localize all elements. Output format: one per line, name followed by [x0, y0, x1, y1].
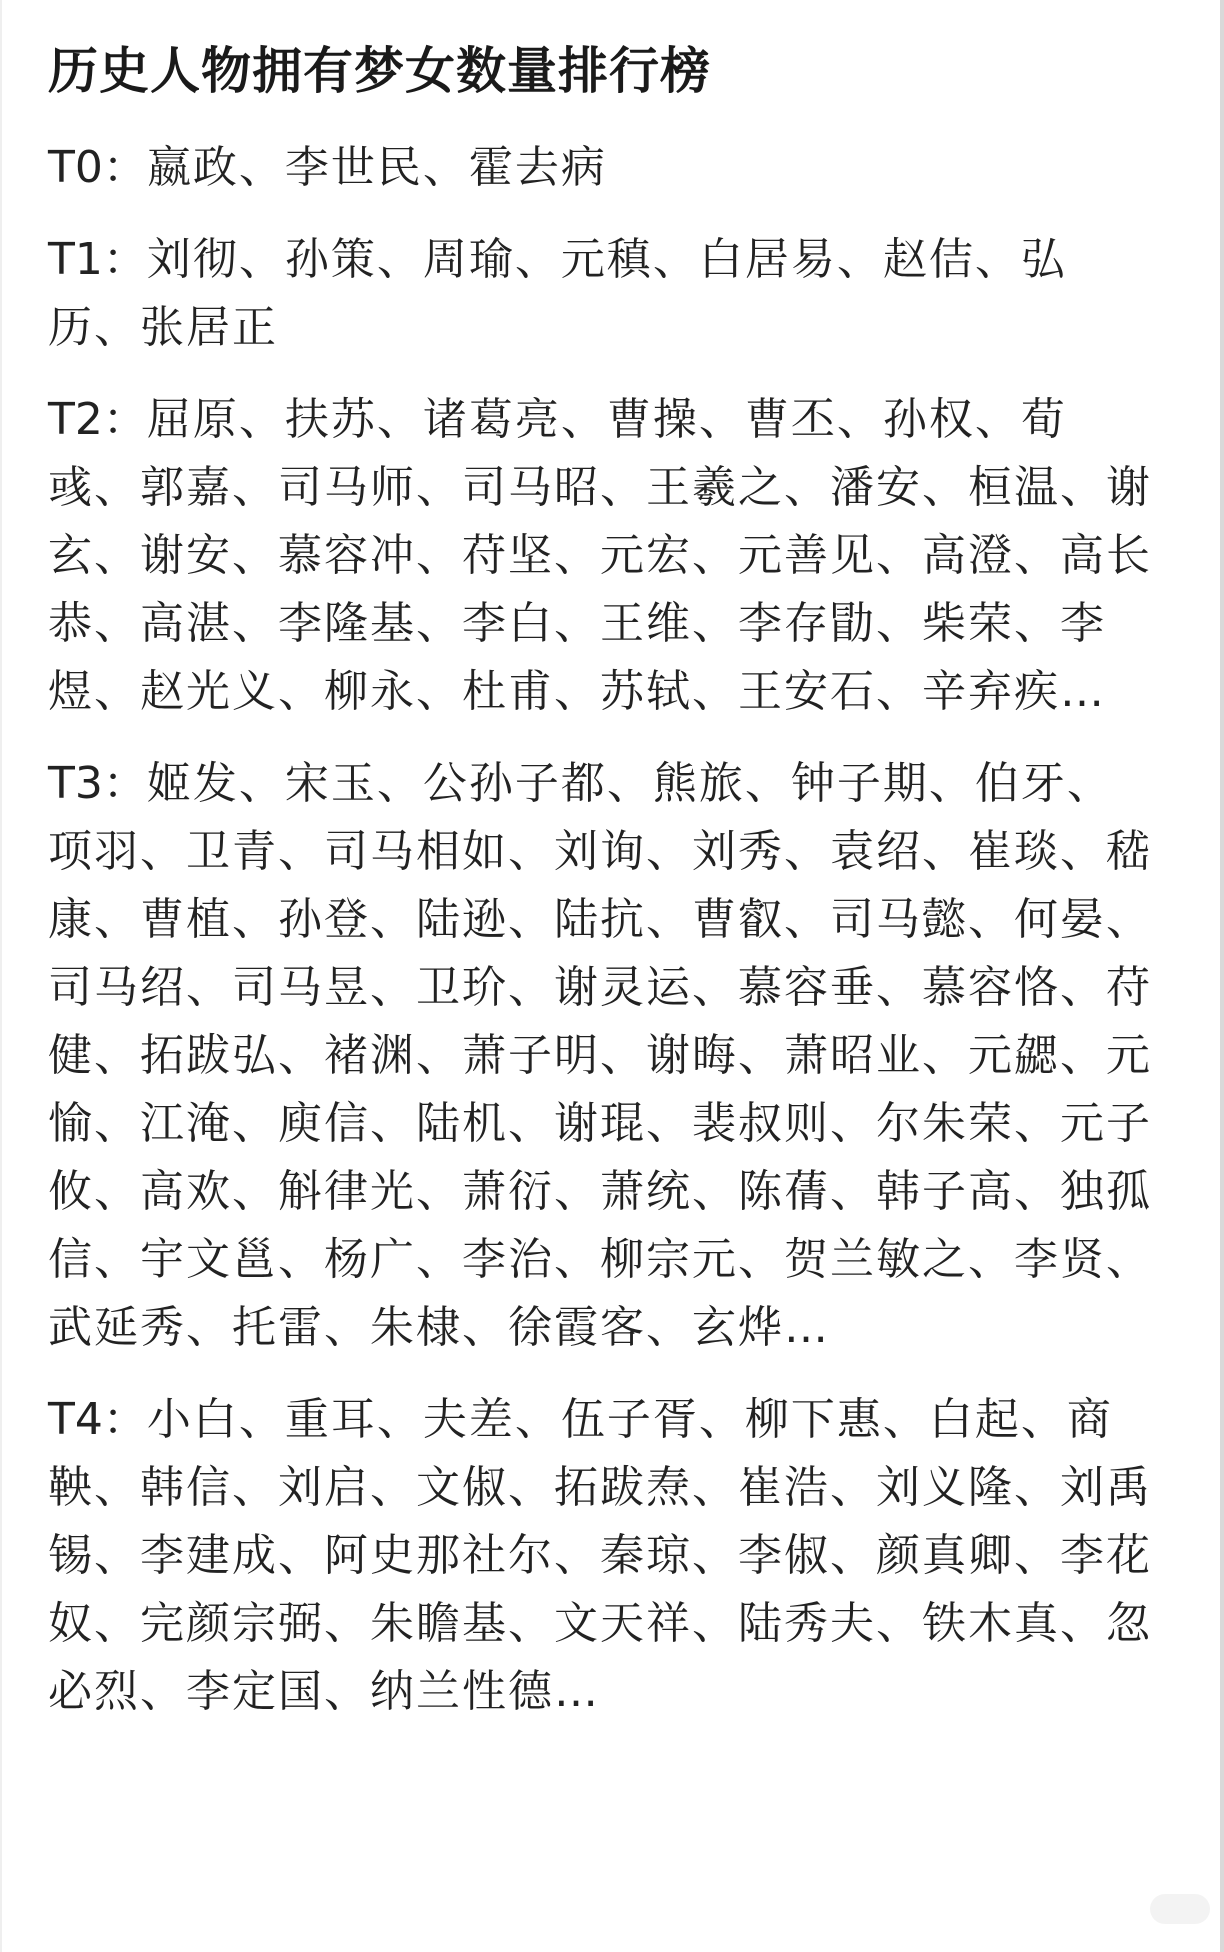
tier-label: T4：: [48, 1394, 147, 1445]
tier-t4: [48, 1386, 1158, 1726]
tier-label: T3：: [48, 758, 147, 809]
page-title: 历史人物拥有梦女数量排行榜: [48, 42, 711, 100]
tier-names: 嬴政、李世民、霍去病: [146, 142, 607, 193]
tier-names: 刘彻、孙策、周瑜、元稹、白居易、赵佶、弘历、张居正: [48, 234, 1067, 353]
watermark-badge: [1150, 1894, 1210, 1924]
tier-t3: [48, 750, 1158, 1362]
tier-names: 姬发、宋玉、公孙子都、熊旅、钟子期、伯牙、项羽、卫青、司马相如、刘询、刘秀、袁绍、崔琰、嵇康、曹植、孙登、陆逊、陆抗、曹叡、司马懿、何晏、司马绍、司马昱、卫玠、谢灵运、慕容垂、慕容恪、苻健、拓跋弘、褚渊、萧子明、谢晦、萧昭业、元勰、元愉、江淹、庾信、陆机、谢琨、裴叔则、尔朱荣、元子攸、高欢、斛律光、萧衍、萧统、陈蒨、韩子高、独孤信、宇文邕、杨广、李治、柳宗元、贺兰敏之、李贤、武延秀、托雷、朱棣、徐霞客、玄烨…: [48, 758, 1152, 1353]
tier-names: 小白、重耳、夫差、伍子胥、柳下惠、白起、商鞅、韩信、刘启、文俶、拓跋焘、崔浩、刘义隆、刘禹锡、李建成、阿史那社尔、秦琼、李俶、颜真卿、李花奴、完颜宗弼、朱瞻基、文天祥、陆秀夫、铁木真、忽必烈、李定国、纳兰性德…: [48, 1394, 1152, 1717]
tier-label: T0：: [48, 142, 147, 193]
tier-t1: [48, 226, 1158, 362]
tier-names: 屈原、扶苏、诸葛亮、曹操、曹丕、孙权、荀彧、郭嘉、司马师、司马昭、王羲之、潘安、桓温、谢玄、谢安、慕容冲、苻坚、元宏、元善见、高澄、高长恭、高湛、李隆基、李白、王维、李存勖、柴荣、李煜、赵光义、柳永、杜甫、苏轼、王安石、辛弃疾…: [48, 394, 1152, 717]
tier-t0: [48, 134, 1158, 202]
tier-t2: [48, 386, 1158, 726]
tier-label: T1：: [48, 234, 147, 285]
document-body: [48, 34, 1158, 1750]
tier-label: T2：: [48, 394, 147, 445]
